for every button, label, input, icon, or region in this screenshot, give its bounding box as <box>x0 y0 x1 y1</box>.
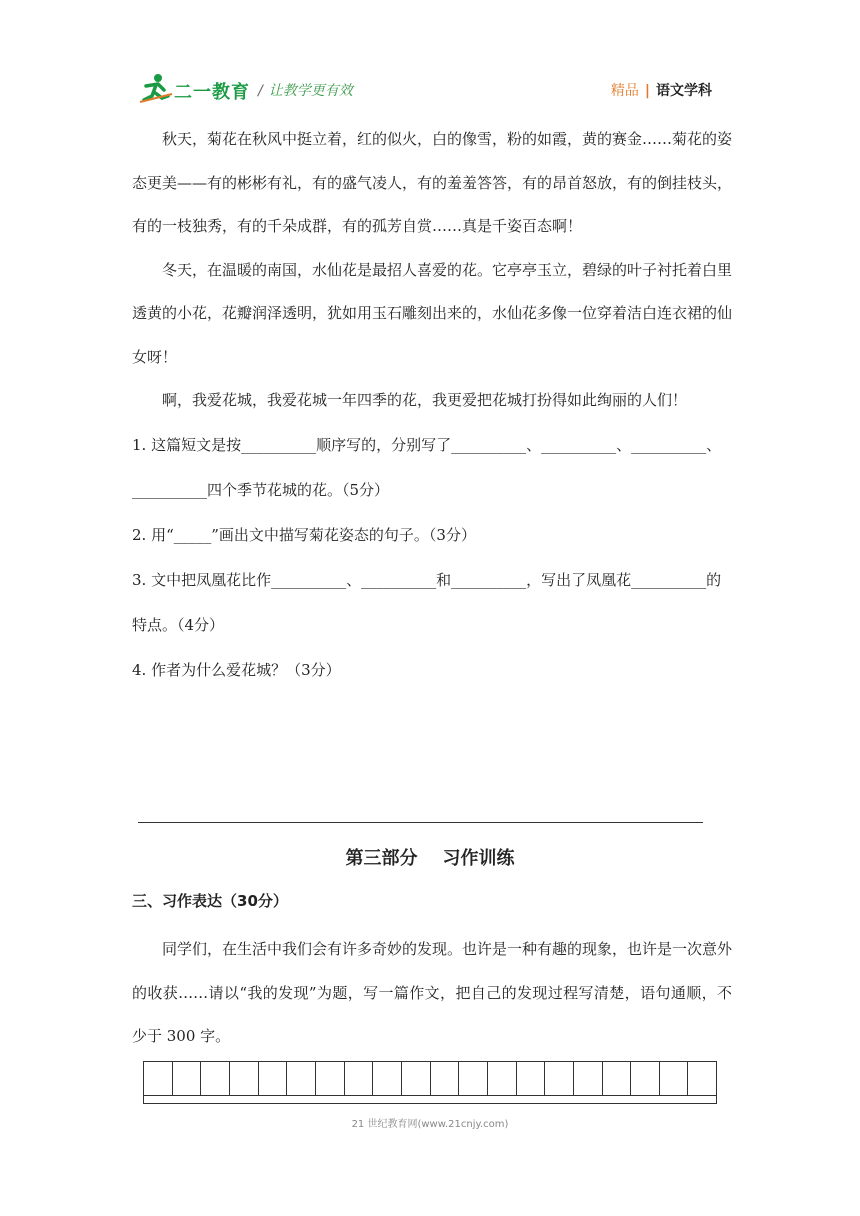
grid-cell <box>631 1062 660 1095</box>
grid-cell <box>173 1062 202 1095</box>
grid-cell <box>517 1062 546 1095</box>
passage-paragraph: 秋天，菊花在秋风中挺立着，红的似火，白的像雪，粉的如霞，黄的赛金……菊花的姿态更美——有的彬彬有礼，有的盛气凌人，有的羞羞答答，有的昂首怒放，有的倒挂枝头，有的一枝独秀，有的千朵成群，有的孤芳自赏……真是千姿百态啊！ <box>132 130 733 235</box>
grid-cell <box>488 1062 517 1095</box>
grid-cell <box>259 1062 288 1095</box>
badge-label: 精品 <box>610 83 639 99</box>
section-title: 三、习作表达（30分） <box>132 892 288 910</box>
grid-cell <box>201 1062 230 1095</box>
question-4: 4. 作者为什么爱花城？（3分） <box>132 660 341 679</box>
question-3: 3. 文中把凤凰花比作__________、__________和__________，写出了凤凰花__________的特点。（4分） <box>132 570 722 634</box>
grid-cell <box>230 1062 259 1095</box>
grid-cell <box>660 1062 689 1095</box>
subject-label: 语文学科 <box>656 83 712 99</box>
grid-cell <box>144 1062 173 1095</box>
footer: 21 世纪教育网(www.21cnjy.com) <box>351 1119 509 1130</box>
grid-cell <box>316 1062 345 1095</box>
grid-cell <box>431 1062 460 1095</box>
slogan-text: 让教学更有效 <box>268 83 353 99</box>
question-1: 1. 这篇短文是按__________顺序写的，分别写了__________、__________、__________、__________四个季节花城的花。（5分） <box>132 435 722 499</box>
slogan-slash: / <box>258 83 263 99</box>
page-header <box>138 72 722 106</box>
grid-cell <box>545 1062 574 1095</box>
grid-cell <box>345 1062 374 1095</box>
grid-row <box>144 1062 716 1096</box>
grid-cell <box>287 1062 316 1095</box>
grid-cell <box>574 1062 603 1095</box>
header-badge <box>611 80 712 100</box>
grid-cell <box>603 1062 632 1095</box>
logo <box>138 72 258 104</box>
part-title: 第三部分 习作训练 <box>345 848 515 869</box>
writing-prompt: 同学们，在生活中我们会有许多奇妙的发现。也许是一种有趣的现象，也许是一次意外的收获……请以“我的发现”为题，写一篇作文，把自己的发现过程写清楚，语句通顺，不少于 300 字。 <box>132 940 733 1045</box>
writing-grid <box>143 1061 717 1104</box>
reading-passage <box>132 118 732 693</box>
badge-divider: | <box>644 83 650 99</box>
logo-text: 二一教育 <box>174 82 250 103</box>
passage-paragraph: 啊，我爱花城，我爱花城一年四季的花，我更爱把花城打扮得如此绚丽的人们！ <box>162 391 688 409</box>
grid-cell <box>688 1062 716 1095</box>
answer-line <box>138 822 703 823</box>
grid-cell <box>373 1062 402 1095</box>
slogan <box>258 80 353 100</box>
question-2: 2. 用“_____”画出文中描写菊花姿态的句子。（3分） <box>132 525 476 544</box>
passage-paragraph: 冬天，在温暖的南国，水仙花是最招人喜爱的花。它亭亭玉立，碧绿的叶子衬托着白里透黄的小花，花瓣润泽透明，犹如用玉石雕刻出来的，水仙花多像一位穿着洁白连衣裙的仙女呀！ <box>132 260 733 366</box>
grid-cell <box>402 1062 431 1095</box>
runner-logo-icon <box>138 72 174 104</box>
grid-cell <box>459 1062 488 1095</box>
